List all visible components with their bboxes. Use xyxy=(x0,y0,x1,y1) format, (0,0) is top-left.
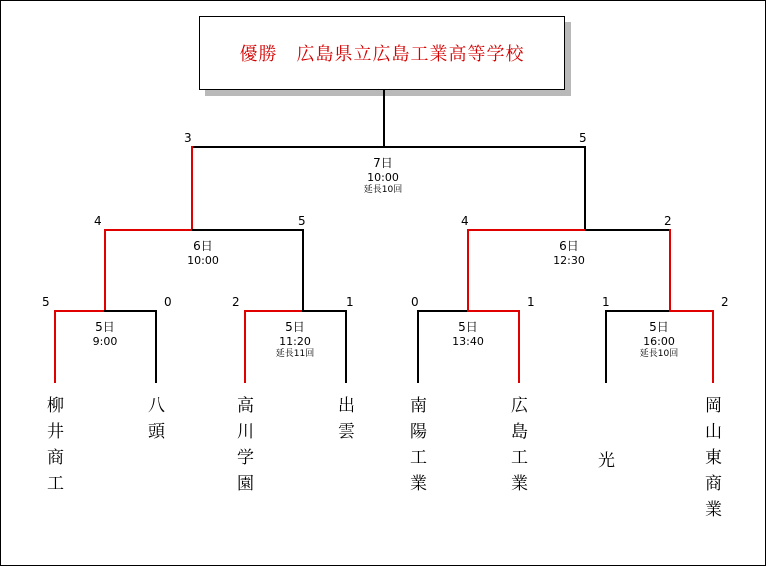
match-qf1: 5日 9:00 xyxy=(92,320,118,348)
score-semi-right-left: 4 xyxy=(461,214,469,228)
score-semi-left-left: 4 xyxy=(94,214,102,228)
semi-right-right-drop xyxy=(669,229,671,311)
qf1-crossbar-black xyxy=(104,310,156,312)
qf2-left-drop xyxy=(244,310,246,383)
semi-right-left-drop xyxy=(467,229,469,311)
match-semi-right: 6日 12:30 xyxy=(553,239,585,267)
score-qf2-right: 1 xyxy=(346,295,354,309)
team-name-nanyo-kogyo: 南陽工業 xyxy=(406,396,426,500)
score-final-right: 5 xyxy=(579,131,587,145)
qf2-crossbar-black xyxy=(302,310,346,312)
semi-left-right-drop xyxy=(302,229,304,311)
champion-banner xyxy=(199,16,565,90)
final-stem xyxy=(383,90,385,147)
match-qf2: 5日 11:20 延長11回 xyxy=(275,320,315,359)
final-right-drop xyxy=(584,146,586,230)
qf1-right-drop xyxy=(155,310,157,383)
score-qf3-left: 0 xyxy=(411,295,419,309)
match-qf4: 5日 16:00 延長10回 xyxy=(639,320,679,359)
score-semi-left-right: 5 xyxy=(298,214,306,228)
qf3-right-drop xyxy=(518,310,520,383)
qf4-right-drop xyxy=(712,310,714,383)
qf4-crossbar-red xyxy=(669,310,713,312)
match-final: 7日 10:00 延長10回 xyxy=(363,156,403,195)
match-qf3: 5日 13:40 xyxy=(452,320,484,348)
score-qf4-right: 2 xyxy=(721,295,729,309)
team-name-okayama-higashi: 岡山東商業 xyxy=(701,396,721,526)
champion-label: 優勝 広島県立広島工業高等学校 xyxy=(239,44,525,65)
score-qf1-right: 0 xyxy=(164,295,172,309)
qf2-right-drop xyxy=(345,310,347,383)
score-qf4-left: 1 xyxy=(602,295,610,309)
final-left-drop xyxy=(191,146,193,230)
team-name-yanai-shoko: 柳井商工 xyxy=(43,396,63,500)
semi-left-crossbar-b xyxy=(192,229,304,231)
team-name-hikari: 光 xyxy=(594,451,614,477)
team-name-izumo: 出雲 xyxy=(334,396,354,448)
qf3-crossbar-red xyxy=(467,310,519,312)
team-name-takagawa: 高川学園 xyxy=(233,396,253,500)
semi-left-crossbar-red xyxy=(104,229,192,231)
qf2-crossbar-red xyxy=(244,310,302,312)
team-name-yashiro: 八頭 xyxy=(144,396,164,448)
score-qf2-left: 2 xyxy=(232,295,240,309)
match-semi-left: 6日 10:00 xyxy=(187,239,219,267)
final-crossbar xyxy=(191,146,585,148)
qf1-crossbar-red xyxy=(54,310,104,312)
qf1-left-drop xyxy=(54,310,56,383)
semi-right-crossbar-b xyxy=(585,229,671,231)
score-final-left: 3 xyxy=(184,131,192,145)
score-qf1-left: 5 xyxy=(42,295,50,309)
semi-left-drop xyxy=(104,229,106,311)
qf3-left-drop xyxy=(417,310,419,383)
qf4-crossbar-black xyxy=(605,310,669,312)
score-qf3-right: 1 xyxy=(527,295,535,309)
team-name-hiroshima-kogyo: 広島工業 xyxy=(507,396,527,500)
qf3-crossbar-black xyxy=(417,310,467,312)
score-semi-right-right: 2 xyxy=(664,214,672,228)
qf4-left-drop xyxy=(605,310,607,383)
semi-right-crossbar-red xyxy=(467,229,585,231)
